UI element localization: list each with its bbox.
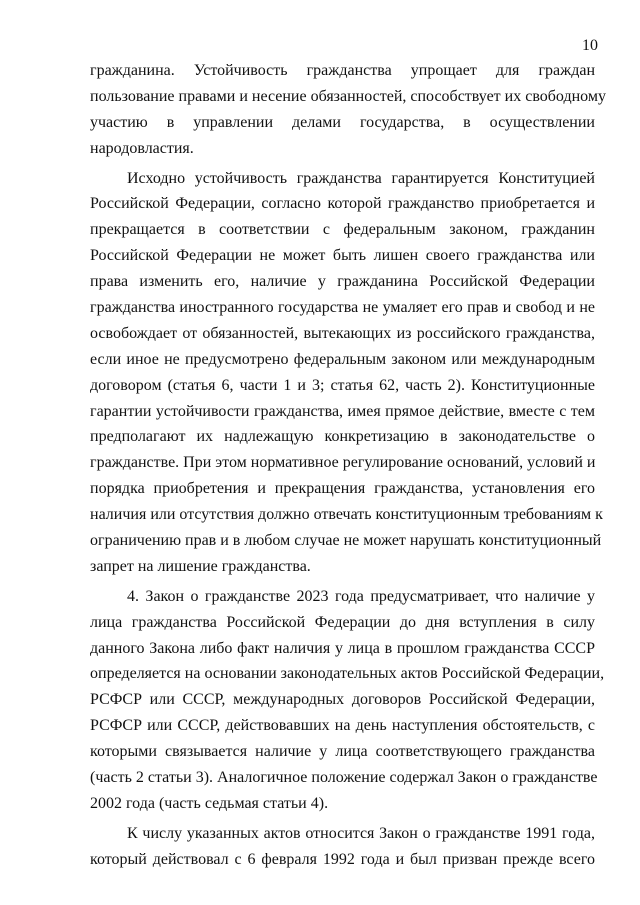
document-body — [90, 58, 606, 873]
paragraph-4 — [90, 821, 595, 873]
text-line: запрет на лишение гражданства. — [90, 557, 311, 575]
text-line: Российской Федерации, согласно которой гражданство приобретается и — [90, 195, 595, 213]
text-line: народовластия. — [90, 139, 194, 157]
text-line: определяется на основании законодательных актов Российской Федерации, — [90, 665, 605, 683]
paragraph-3 — [90, 584, 605, 817]
text-line: предполагают их надлежащую конкретизацию в законодательстве о — [90, 428, 595, 446]
text-line: порядка приобретения и прекращения гражданства, установления его — [90, 480, 595, 498]
text-line: гражданства иностранного государства не умаляет его прав и свобод и не — [90, 299, 595, 317]
text-line: ограничению прав и в любом случае не может нарушать конституционный — [90, 532, 602, 550]
text-line: (часть 2 статьи 3). Аналогичное положение содержал Закон о гражданстве — [90, 769, 598, 787]
paragraph-1 — [90, 58, 606, 162]
text-line: пользование правами и несение обязанностей, способствует их свободному — [90, 87, 606, 105]
text-line: РСФСР или СССР, международных договоров Российской Федерации, — [90, 691, 595, 709]
text-line: данного Закона либо факт наличия у лица в прошлом гражданства СССР — [90, 639, 595, 657]
text-line: Исходно устойчивость гражданства гарантируется Конституцией — [127, 169, 595, 187]
paragraph-2 — [90, 166, 603, 580]
text-line: права изменить его, наличие у гражданина Российской Федерации — [90, 273, 595, 291]
text-line: освобождает от обязанностей, вытекающих из российского гражданства, — [90, 324, 595, 342]
text-line: Российской Федерации не может быть лишен своего гражданства или — [90, 247, 595, 265]
text-line: наличия или отсутствия должно отвечать конституционным требованиям к — [90, 506, 603, 524]
text-line: 4. Закон о гражданстве 2023 года предусматривает, что наличие у — [127, 587, 595, 605]
text-line: гарантии устойчивости гражданства, имея прямое действие, вместе с тем — [90, 402, 595, 420]
text-line: 2002 года (часть седьмая статьи 4). — [90, 794, 329, 812]
text-line: гражданстве. При этом нормативное регулирование оснований, условий и — [90, 454, 596, 472]
text-line: прекращается в соответствии с федеральным законом, гражданин — [90, 221, 595, 239]
page-number: 10 — [582, 37, 598, 54]
text-line: которыми связывается наличие у лица соответствующего гражданства — [90, 743, 595, 761]
text-line: если иное не предусмотрено федеральным законом или международным — [90, 350, 595, 368]
text-line: договором (статья 6, части 1 и 3; статья 62, часть 2). Конституционные — [90, 376, 595, 394]
text-line: который действовал с 6 февраля 1992 года и был призван прежде всего — [90, 850, 595, 868]
text-line: участию в управлении делами государства, в осуществлении — [90, 113, 595, 131]
text-line: К числу указанных актов относится Закон о гражданстве 1991 года, — [127, 824, 595, 842]
text-line: РСФСР или СССР, действовавших на день наступления обстоятельств, с — [90, 717, 595, 735]
text-line: лица гражданства Российской Федерации до дня вступления в силу — [90, 613, 595, 631]
text-line: гражданина. Устойчивость гражданства упрощает для граждан — [90, 62, 595, 79]
